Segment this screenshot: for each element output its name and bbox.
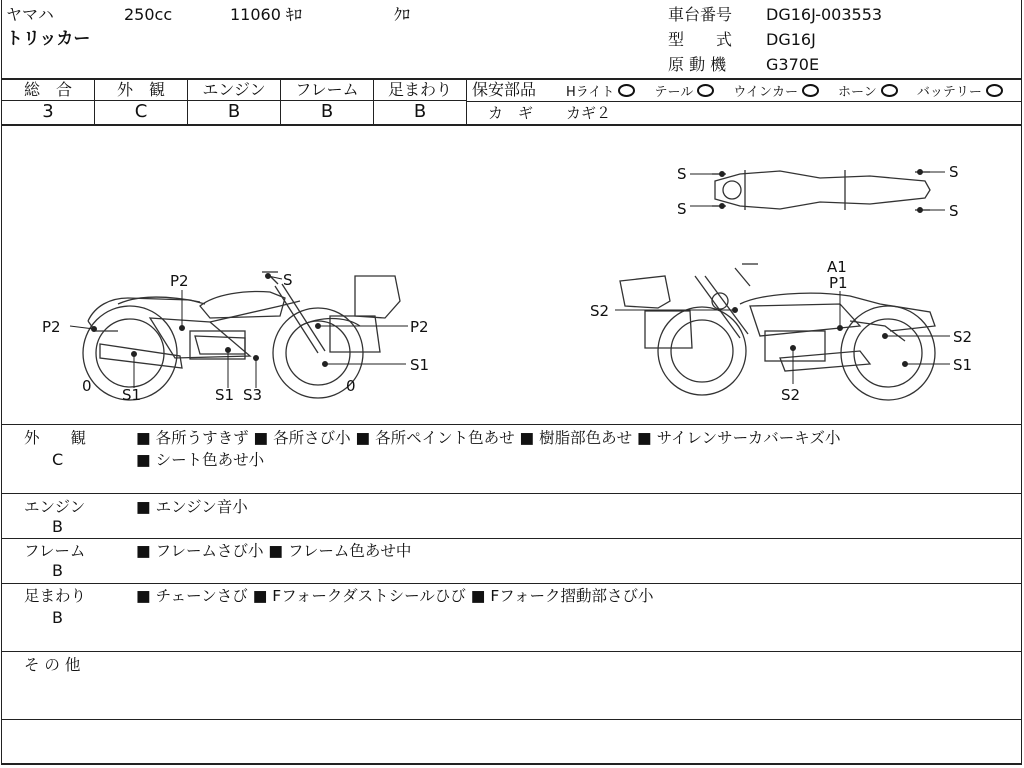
key-value: カギ２ xyxy=(566,104,612,122)
score-suspension: B xyxy=(413,101,427,122)
remark-category-exterior: 外 観 xyxy=(24,429,87,447)
score-header-suspension: 足まわり xyxy=(387,80,452,99)
top-view-markers xyxy=(690,170,945,213)
remark-line: ■ フレームさび小 ■ フレーム色あせ中 xyxy=(136,542,412,560)
ok-circle-icon xyxy=(881,84,898,97)
label-fender: P2 xyxy=(42,318,61,336)
label-top-rear-left: S xyxy=(677,200,687,218)
ok-circle-icon xyxy=(618,84,635,97)
label-side: P2 xyxy=(410,318,429,336)
label-top-front-right: S xyxy=(949,163,959,181)
divider xyxy=(1,493,1022,494)
label-odo-front: 0 xyxy=(346,377,356,395)
ok-circle-icon xyxy=(697,84,714,97)
label-front-fender-right: S2 xyxy=(590,302,610,320)
chassis-label: 車台番号 xyxy=(668,5,733,24)
safety-item-battery xyxy=(917,84,1003,102)
color: ｸﾛ xyxy=(394,5,411,24)
engine-label: 原 動 機 xyxy=(668,55,727,74)
remark-grade-exterior: C xyxy=(52,450,64,469)
remark-grade-suspension: B xyxy=(52,608,63,627)
motorcycle-diagram xyxy=(0,126,1024,423)
label-engine-right: S2 xyxy=(781,386,801,404)
safety-label: 保安部品 xyxy=(472,80,537,99)
score-header-exterior: 外 観 xyxy=(116,80,165,99)
score-exterior: C xyxy=(134,101,148,122)
safety-item-name: ウインカー xyxy=(733,85,798,100)
label-rear-axle-right: S1 xyxy=(953,356,973,374)
top-view-motorcycle xyxy=(712,170,930,210)
divider xyxy=(1,651,1022,652)
divider xyxy=(1,424,1022,425)
remark-category-engine: エンジン xyxy=(24,498,86,516)
remark-line: ■ 各所うすきず ■ 各所さび小 ■ 各所ペイント色あせ ■ 樹脂部色あせ ■ サイレンサーカバーキズ小 xyxy=(136,429,841,447)
score-header-frame: フレーム xyxy=(295,80,359,99)
damage-diagram xyxy=(0,126,1024,423)
remark-line: ■ シート色あせ小 xyxy=(136,451,265,469)
label-tank: P2 xyxy=(170,272,189,290)
remark-category-frame: フレーム xyxy=(24,542,86,560)
displacement: 250cc xyxy=(124,5,173,24)
engine-value: G370E xyxy=(766,55,820,74)
remark-line: ■ エンジン音小 xyxy=(136,498,248,516)
maker: ヤマハ xyxy=(6,5,54,24)
right-side-motorcycle xyxy=(620,264,935,400)
ok-circle-icon xyxy=(986,84,1003,97)
remark-grade-engine: B xyxy=(52,517,63,536)
label-front-axle: S1 xyxy=(410,356,430,374)
safety-item-name: ホーン xyxy=(838,85,877,100)
mileage: 11060 ｷﾛ xyxy=(230,5,302,24)
remark-grade-frame: B xyxy=(52,561,63,580)
remark-category-other: そ の 他 xyxy=(24,656,81,674)
label-fork: S xyxy=(283,271,293,289)
remark-category-suspension: 足まわり xyxy=(24,587,87,605)
score-header-overall: 総 合 xyxy=(23,80,72,99)
label-tail-right: S2 xyxy=(953,328,973,346)
key-label: カ ギ xyxy=(488,104,534,122)
score-frame: B xyxy=(320,101,334,122)
divider xyxy=(1,538,1022,539)
remark-line: ■ チェーンさび ■ Fフォークダストシールひび ■ Fフォーク摺動部さび小 xyxy=(136,587,654,605)
label-engine: S3 xyxy=(243,386,263,404)
safety-item-name: テール xyxy=(654,85,694,100)
model-name: トリッカー xyxy=(6,29,91,49)
label-odo-rear: 0 xyxy=(82,377,92,395)
ok-circle-icon xyxy=(802,84,819,97)
type-value: DG16J xyxy=(766,30,816,49)
score-engine: B xyxy=(227,101,241,122)
safety-items xyxy=(566,82,1017,102)
divider xyxy=(1,719,1022,720)
score-overall: 3 xyxy=(42,101,54,122)
divider xyxy=(1,583,1022,584)
label-tank-a: A1 xyxy=(827,258,847,276)
label-frame-lower: S1 xyxy=(215,386,235,404)
label-muffler: S1 xyxy=(122,386,142,404)
safety-item-tail xyxy=(654,84,714,102)
type-label: 型 式 xyxy=(668,30,733,49)
label-tank-p: P1 xyxy=(829,274,848,292)
safety-item-horn xyxy=(838,84,898,102)
safety-item-headlight xyxy=(566,84,635,102)
score-header-engine: エンジン xyxy=(202,80,266,99)
safety-item-name: Hライト xyxy=(566,85,615,100)
label-top-rear-right: S xyxy=(949,202,959,220)
divider xyxy=(466,79,467,125)
label-top-front-left: S xyxy=(677,165,687,183)
safety-item-winker xyxy=(733,84,819,102)
chassis-number: DG16J-003553 xyxy=(766,5,883,24)
safety-item-name: バッテリー xyxy=(916,85,982,100)
